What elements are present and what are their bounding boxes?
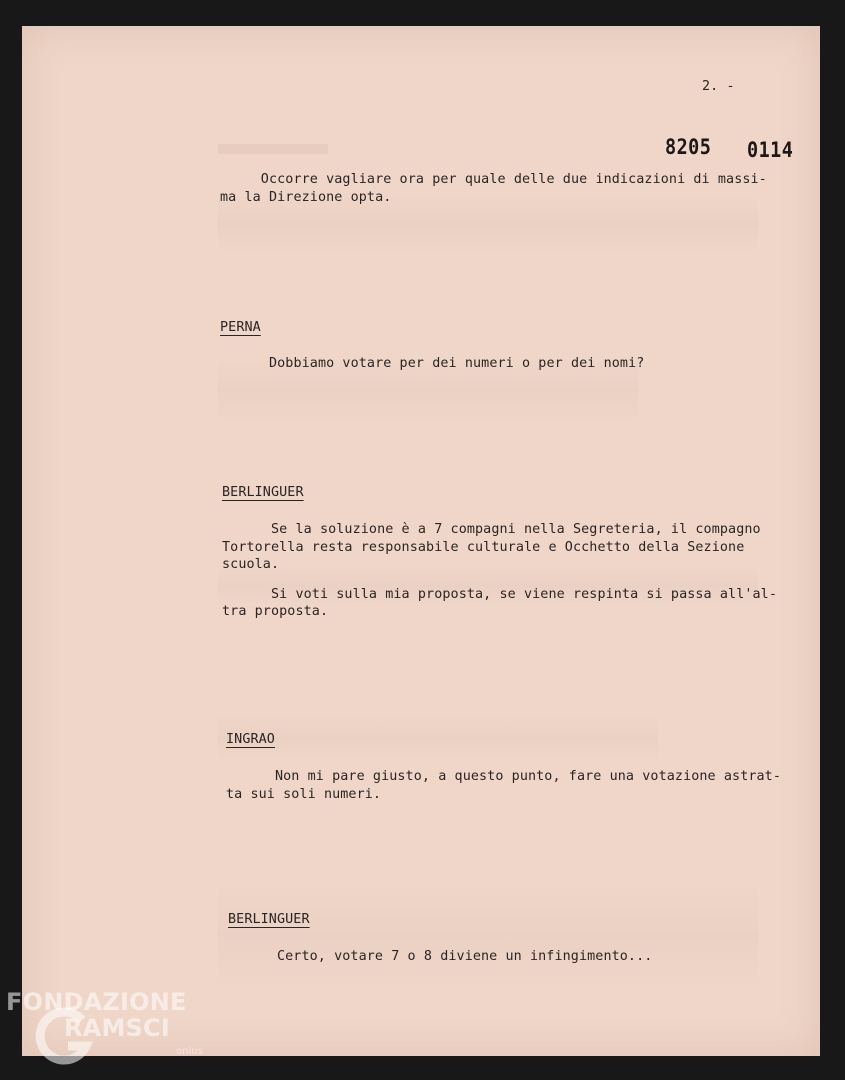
paragraph-line: ma la Direzione opta. — [220, 190, 392, 205]
paragraph-line: ta sui soli numeri. — [226, 787, 382, 802]
watermark-line-2: RAMSCI — [64, 1014, 170, 1042]
bleed-through-mark — [218, 880, 758, 990]
speaker-name: INGRAO — [226, 732, 275, 747]
paragraph-line: Dobbiamo votare per dei numeri o per dei nomi? — [220, 356, 645, 371]
paragraph-line: Si voti sulla mia proposta, se viene respinta si passa all'al- — [222, 587, 778, 602]
bleed-through-mark — [218, 144, 328, 154]
paragraph-line: Non mi pare giusto, a questo punto, fare una votazione astrat- — [226, 769, 782, 784]
bleed-through-mark — [218, 714, 658, 762]
paragraph-line: Tortorella resta responsabile culturale e Occhetto della Sezione — [222, 540, 745, 555]
fondazione-gramsci-logo — [6, 988, 216, 1074]
watermark-line-3: onlus — [176, 1046, 203, 1057]
document-page — [22, 26, 820, 1056]
archive-stamp-left: 8205 — [665, 135, 712, 159]
paragraph-line: Certo, votare 7 o 8 diviene un infingimento... — [228, 949, 653, 964]
archive-stamp-right: 0114 — [747, 138, 794, 162]
paragraph-line: tra proposta. — [222, 604, 329, 619]
page-number: 2. - — [702, 79, 735, 94]
watermark-line-1: FONDAZIONE — [6, 988, 187, 1016]
speaker-name: BERLINGUER — [228, 912, 310, 927]
speaker-name: PERNA — [220, 320, 261, 335]
paragraph-line: scuola. — [222, 557, 280, 572]
speaker-name: BERLINGUER — [222, 485, 304, 500]
paragraph-line: Occorre vagliare ora per quale delle due indicazioni di massi- — [220, 172, 767, 187]
paragraph-line: Se la soluzione è a 7 compagni nella Segreteria, il compagno — [222, 522, 761, 537]
